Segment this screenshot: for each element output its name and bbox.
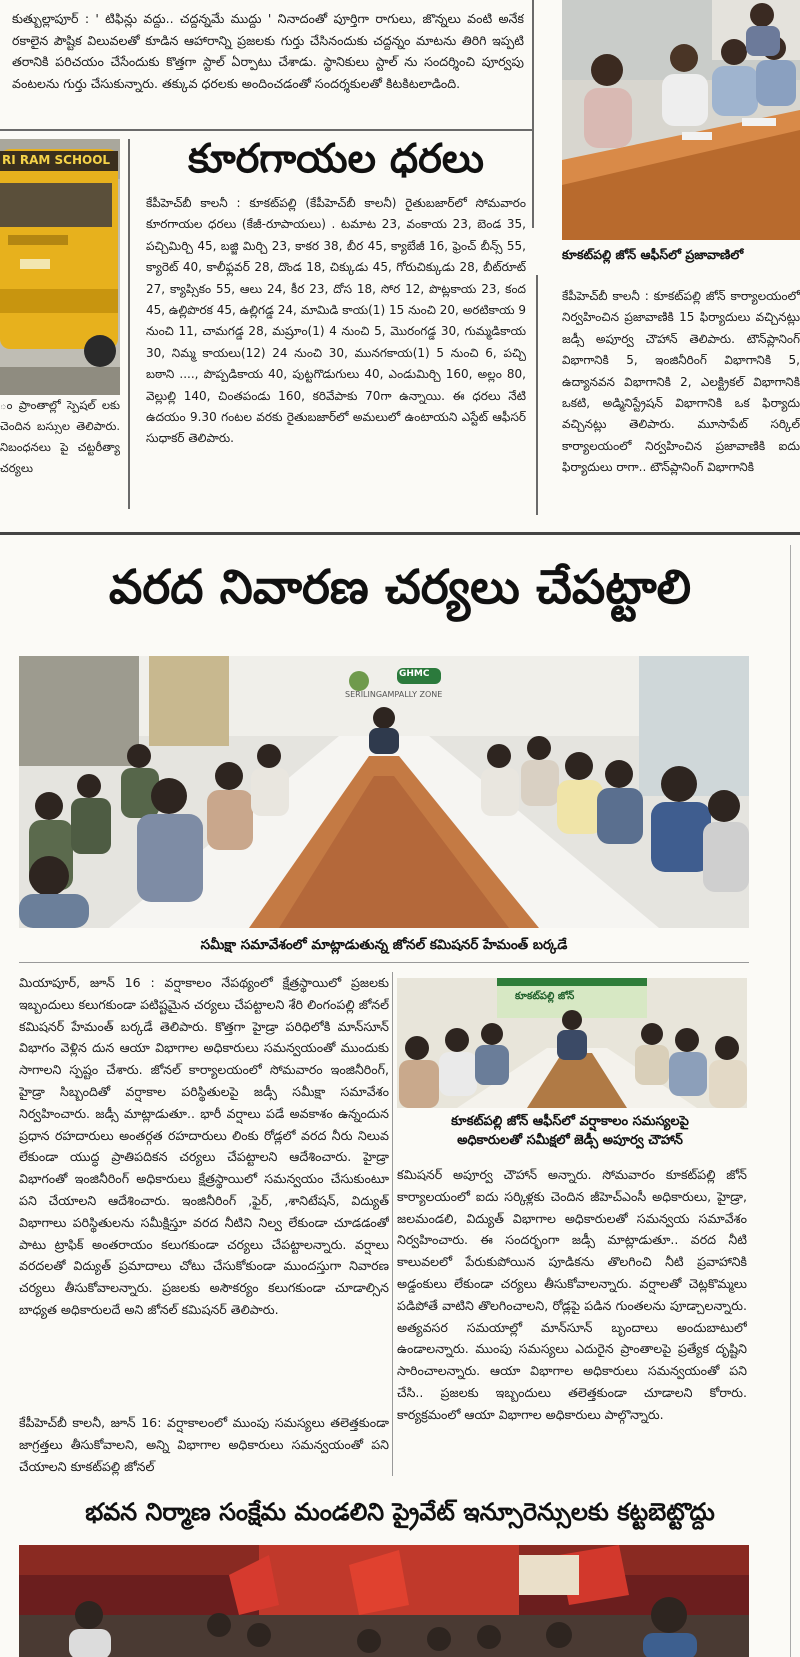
inset-photo [397,978,747,1108]
bottom-photo [19,1545,749,1657]
right-story-text: కేపీహెచ్‌బీ కాలనీ : కూకట్‌పల్లి జోన్ కార్యాలయంలో నిర్వహించిన ప్రజావాణికి 15 ఫిర్యాదులు వచ్చినట్లు జడ్సీ అపూర్వ చౌహాన్ తెలిపారు. టౌన్‌ప్లానింగ్ విభాగానికి 5, ఇంజినీరింగ్ విభాగానికి 5, ఉద్యానవన విభాగానికి 2, ఎలక్ట్రికల్ విభాగానికి ఒకటి, అడ్మినిస్ట్రేషన్ విభాగానికి ఒక ఫిర్యాదు వచ్చినట్లు తెలిపారు. మూసాపేట్ సర్కిల్ కార్యాలయంలో నిర్వహించిన ప్రజావాణికి ఐదు ఫిర్యాదులు రాగా.. టౌన్‌ప్లానింగ్ విభాగానికి [562,289,800,475]
main-story-col1: మియాపూర్, జూన్ 16 : వర్షాకాలం నేపథ్యంలో క్షేత్రస్థాయిలో ప్రజలకు ఇబ్బందులు కలుగకుండా పటిష్టమైన చర్యలు చేపట్టాలని శేరి లింగంపల్లి జోనల్ కమిషనర్ హేమంత్ బర్కడే తెలిపారు. కొత్తగా హైడ్రా పరిధిలోకి మాన్‌సూన్ విభాగం వెళ్లిన దున ఆయా విభాగాల అధికారులు సమన్వయంతో ముందుకు సాగాలని స్పష్టం చేశారు. జోనల్ కార్యాలయంలో సోమవారం ఇంజినీరింగ్, హైడ్రా సిబ్బందితో వర్షాకాల పరిస్థితులపై జడ్సీ సమీక్షా సమావేశం నిర్వహించారు. జడ్సీ మాట్లాడుతూ.. భారీ వర్షాలు పడే అవకాశం ఉన్నందున ప్రధాన రహదారులు అంతర్గత రహదారులు లింకు రోడ్లలో వరద నీరు నిలువ లేకుండా యుద్ధ ప్రాతిపదికన చర్యలు చేపట్టాలని ఆదేశించారు. హైడ్రా విభాగంతో ఇంజినీరింగ్ అధికారులు క్షేత్రస్థాయిలో సమన్వయం చేసుకుంటూ పని చేయాలని ఆదేశించారు. ఇంజినీరింగ్ ,ఫైర్, ,శానిటేషన్, విద్యుత్ విభాగాలు పరిస్థితులను సమీక్షిస్తూ వరద నీటిని నిల్వ లేకుండా చూడడంతో పాటు ట్రాఫిక్ అంతరాయం కలుగకుండా చర్యలు చేపట్టాలన్నారు. వర్షాలు వరదలతో విద్యుత్ ప్రమాదాలు చోటు చేసుకోకుండా ముందస్తుగా నివారణ చర్యలు తీసుకోవాలన్నారు. ప్రజలకు అసౌకర్యం కలుగకుండా చూడాల్సిన బాధ్యత అధికారులదే అని జోనల్ కమిషనర్ తెలిపారు. [19,975,389,1317]
divider [392,972,393,1476]
main-photo-caption: సమీక్షా సమావేశంలో మాట్లాడుతున్న జోనల్ కమిషనర్ హేమంత్ బర్కడే [200,937,568,953]
main-photo [19,656,749,928]
zone-sign: SERILINGAMPALLY ZONE [345,690,443,699]
bus-photo [0,139,120,395]
divider [19,962,749,963]
main-story-col2: కమిషనర్ అపూర్వ చౌహాన్ అన్నారు. సోమవారం కూకట్‌పల్లి జోన్ కార్యాలయంలో ఐదు సర్కిళ్లకు చెందిన జీహెచ్‌ఎంసీ అధికారులు, హైడ్రా, జలమండలి, విద్యుత్ విభాగాల అధికారులతో సమన్వయ సమావేశం నిర్వహించారు. ఈ సందర్భంగా జడ్సీ మాట్లాడుతూ.. వరద నీటి కాలువలలో పేరుకుపోయిన పూడికను తొలగించి నీటి ప్రవాహానికి అడ్డంకులు లేకుండా చర్యలు తీసుకోవాలన్నారు. వర్షాలతో చెట్లకొమ్మలు పడిపోతే వాటిని తొలగించాలని, రోడ్లపై పడిన గుంతలను పూడ్చాలన్నారు. అత్యవసర సమయాల్లో మాన్‌సూన్ బృందాలు అందుబాటులో ఉండాలన్నారు. ముంపు సమస్యలు ఎదురైన ప్రాంతాలపై ప్రత్యేక దృష్టిని సారించాలన్నారు. ఆయా విభాగాల అధికారులు సమన్వయంతో పని చేసి.. ప్రజలకు ఇబ్బందులు తలెత్తకుండా చూడాలని కోరారు. కార్యక్రమంలో ఆయా విభాగాల అధికారులు పాల్గొన్నారు. [397,1167,747,1422]
bus-story-text: ం ప్రాంతాల్లో స్పెషల్ లకు చెందిన బస్సుల తెలిపారు. నిబంధనలు పై చట్టరీత్యా చర్యలు [0,398,120,475]
veg-prices-title: కూరగాయల ధరలు [187,136,485,182]
divider [0,129,532,131]
inset-caption: కూకట్‌పల్లి జోన్ ఆఫీస్‌లో వర్షాకాలం సమస్యలపై అధికారులతో సమీక్షలో జెడ్సీ అపూర్వ చౌహాన్ [451,1114,689,1148]
ghmc-sign: GHMC [399,669,430,679]
divider [532,0,534,228]
main-headline: వరద నివారణ చర్యలు చేపట్టాలి [108,560,692,615]
story-top-text: కుత్బుల్లాపూర్ : ' టిఫిన్లు వద్దు.. చద్దన్నమే ముద్దు ' నినాదంతో పూర్తిగా రాగులు, జొన్నలు వంటి అనేక రకాలైన పౌష్టిక విలువలతో కూడిన ఆహారాన్ని ప్రజలకు గుర్తు చేసినందుకు చద్దన్నం మాటను తిరిగి ఇప్పటి తరానికి పరిచయం చేసేందుకు కొత్తగా స్టాల్ ఏర్పాటు చేశాడు. స్థానికులు స్టాల్ ను సందర్శించి పూర్వపు వంటలను గుర్తు చేసుకున్నారు. తక్కువ ధరలకు అందించడంతో సందర్శకులతో కిటకిటలాడింది. [12,11,524,91]
photo-top-right [562,0,800,240]
divider [536,275,538,515]
section-divider [0,532,800,535]
veg-prices-text: కేపీహెచ్‌బీ కాలనీ : కూకట్‌పల్లి (కేపీహెచ్‌బీ కాలనీ) రైతుబజార్‌లో సోమవారం కూరగాయల ధరలు (కేజీ-రూపాయలు) . టమాట 23, వంకాయ 23, బెండ 35, పచ్చిమిర్చి 45, బజ్జి మిర్చి 23, కాకర 38, బీర 45, క్యాబేజీ 16, ఫ్రెంచ్ బీన్స్ 55, క్యారెట్ 40, కాలీఫ్లవర్ 28, దొండ 18, చిక్కుడు 45, గోరుచిక్కుడు 28, బీట్‌రూట్ 27, క్యాప్సికం 55, ఆలు 24, కీర 23, దోస 18, సోర 12, పొట్లకాయ 23, కంద 45, ఉల్లిపొరక 45, ఉల్లిగడ్డ 24, మామిడి కాయ(1) 15 నుంచి 20, అరటికాయ 9 నుంచి 11, చామగడ్డ 28, మష్రూం(1) 4 నుంచి 5, మొరంగడ్డ 30, గుమ్మడికాయ 30, నిమ్మ కాయలు(12) 24 నుంచి 30, మునగకాయ(1) 5 నుంచి 6, పచ్చి బఠాని ...., పొప్పడికాయ 40, పుట్టగొడుగులు 40, ఎండుమిర్చి 160, అల్లం 80, వెల్లుల్లి 140, చింతపండు 160, కరివేపాకు 70గా ఉన్నాయి. ఈ ధరలు నేటి ఉదయం 9.30 గంటల వరకు రైతుబజార్‌లో అమలులో ఉంటాయని ఎస్టేట్ ఆఫీసర్ సుధాకర్ తెలిపారు. [146,196,526,446]
main-story-col1b: కేపీహెచ్‌బీ కాలనీ, జూన్ 16: వర్షాకాలంలో ముంపు సమస్యలు తలెత్తకుండా జాగ్రత్తలు తీసుకోవాలని, అన్ని విభాగాల అధికారులు సమన్వయంతో పని చేయాలని కూకట్‌పల్లి జోనల్ [19,1415,389,1474]
divider [128,139,130,509]
bus-sign: RI RAM SCHOOL [2,153,111,167]
photo-top-right-caption: కూకట్‌పల్లి జోన్ ఆఫీస్‌లో ప్రజావాణిలో [562,247,744,262]
divider [790,545,791,1657]
inset-banner: కూకట్‌పల్లి జోన్ [515,991,575,1002]
bottom-headline: భవన నిర్మాణ సంక్షేమ మండలిని ప్రైవేట్ ఇన్సూరెన్సులకు కట్టబెట్టొద్దు [85,1498,715,1526]
